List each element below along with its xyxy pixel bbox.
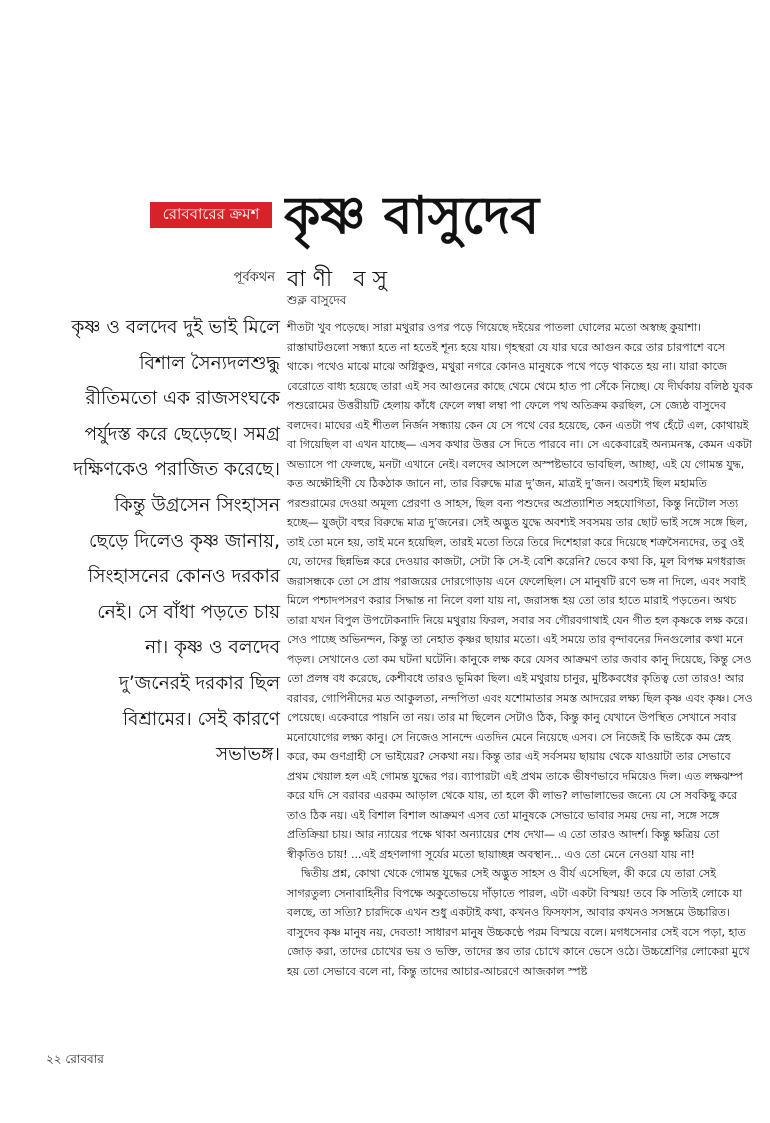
part-title: শুক্ল বাসুদেব bbox=[287, 293, 347, 307]
section-tag: রোববারের ক্রমশ bbox=[150, 202, 272, 228]
article-paragraph-2: দ্বিতীয় প্রশ্ন, কোথা থেকে গোমন্ত যুদ্ধের সেই অদ্ভুত সাহস ও বীর্য এসেছিল, কী করে যে তারা সেই সাগরতুল্য সেনাবাহিনীর বিপক্ষে অকুতোভয়ে দাঁড়াতে পারল, এটা একটা বিস্ময়! তবে কি সত্যিই লোকে যা বলছে, তা সত্যি? চারদিকে এখন শুধু একটাই কথা, কখনও ফিসফাস, আবার কখনও সসম্ভ্রমে উচ্চারিত। বাসুদেব কৃষ্ণ মানুষ নয়, দেবতা! সাধারণ মানুষ উচ্চকণ্ঠে পরম বিস্ময়ে বলে। মগধসেনার সেই বসে পড়া, হাত জোড় করা, তাদের চোখের ভয় ও ভক্তি, তাদের স্তব তার চোখে কানে ভেসে ওঠে। উচ্চশ্রেণির লোকেরা মুখে হয় তো সেভাবে বলে না, কিন্তু তাদের আচার-আচরণে আজকাল স্পষ্ট bbox=[287, 867, 750, 978]
article-paragraph-1: শীতটা খুব পড়েছে। সারা মথুরার ওপর পড়ে গিয়েছে দইয়ের পাতলা ঘোলের মতো অস্বচ্ছ কুয়াশা। রাস্তাঘাটগুলো সন্ধ্যা হতে না হতেই শূন্য হয়ে যায়। গৃহস্থরা যে যার ঘরে আগুন করে তার চারপাশে বসে থাকে। পথেও মাঝে মাঝে অগ্নিকুণ্ড, মথুরা নগরে কোনও মানুষকে পথে পড়ে থাকতে হয় না। যারা কাজে বেরোতে বাধ্য হয়েছে তারা এই সব আগুনের কাছে থেমে থেমে হাত পা সেঁকে নিচ্ছে। যে দীর্ঘকায় বলিষ্ঠ যুবক পশুরোমের উত্তরীয়টি হেলায় কাঁধে ফেলে লম্বা লম্বা পা ফেলে পথ অতিক্রম করছিল, সে জ্যেষ্ঠ বাসুদেব বলদেব। মাঘের এই শীতল নির্জন সন্ধ্যায় কেন যে সে পথে বের হয়েছে, কেন এতটা পথ হেঁটে এল, কোথায়ই বা গিয়েছিল বা এখন যাচ্ছে— এসব কথার উত্তর সে দিতে পারবে না। সে একেবারেই অন্যমনস্ক, কেমন একটা অভ্যাসে পা ফেলছে, মনটা এখানে নেই। বলদেব আসলে অস্পষ্টভাবে ভাবছিল, আচ্ছা, এই যে গোমন্ত যুদ্ধ, কত অক্ষৌহিণী যে ঠিকঠাক জানে না, তার বিরুদ্ধে মাত্র দু’জন, মাত্রই দু’জন। অবশ্যই ছিল মহামতি পরশুরামের দেওয়া অমূল্য প্রেরণা ও সাহস, ছিল বন্য পশুদের অপ্রত্যাশিত সহযোগিতা, কিন্তু নিটোল সত্য হচ্ছে— যুজ্‌টা বহুর বিরুদ্ধে মাত্র দু’জনের। সেই অদ্ভুত যুদ্ধে অবশ্যই সবসময় তার ছোট ভাই সঙ্গে সঙ্গে ছিল, তাই তো মনে হয়, তাই মনে হয়েছিল, তারই মতো তিরে তিরে দিশেহারা করে দিয়েছে শত্রুসৈন্যদের, তবু ওই যে, তাদের ছিন্নভিন্ন করে দেওয়ার কাজটা, সেটা কি সে-ই বেশি করেনি? ভেবে কথা কি, মূল বিপক্ষ মগধরাজ জরাসন্ধকে তো সে প্রায় পরাজয়ের দোরগোড়ায় এনে ফেলেছিল। সে মানুষটি রণে ভঙ্গ না দিলে, এবং সবাই মিলে পশ্চাদপসরণ করার সিদ্ধান্ত না নিলে বলা যায় না, জরাসন্ধ হয় তো তার হাতে মারাই পড়তেন। অথচ তারা যখন বিপুল উপঢৌকনাদি নিয়ে মথুরায় ফিরল, সবার সব গৌরবগাথাই যেন গীত হল কৃষ্ণকে লক্ষ করে। সেও পাচ্ছে অভিনন্দন, কিন্তু তা নেহাত কৃষ্ণর ছায়ার মতো। এই সময়ে তার বৃন্দাবনের দিনগুলোর কথা মনে পড়ল। সেখানেও তো কম ঘটনা ঘটেনি। কানুকে লক্ষ করে যেসব আক্রমণ তার জবাব কানু দিয়েছে, কিন্তু সেও তো প্রলম্ব বধ করেছে, কেশীবধে তারও ভূমিকা ছিল। এই মথুরায় চানুর, মুষ্টিকবধের কৃতিত্ব তো তারও! আর বরাবর, গোপিনীদের মত আকুলতা, নন্দপিতা এবং যশোমাতার সমস্ত আদরের লক্ষ্য ছিল কৃষ্ণ এবং কৃষ্ণ। সেও পেয়েছে। একেবারে পায়নি তা নয়। তার মা ছিলেন সেটাও ঠিক, কিন্তু কানু যেখানে উপস্থিত সেখানে সবার মনোযোগের লক্ষ্য কানু। সে নিজেও সানন্দে এতদিন মেনে নিয়েছে এসব। সে নিজেই কি ভাইকে কম স্নেহ করে, কম গুণগ্রাহী সে ভাইয়ের? সেকথা নয়। কিন্তু তার এই সর্বসময় ছায়ায় থেকে যাওয়াটা তার সেভাবে প্রথম খেয়াল হল এই গোমন্ত যুদ্ধের পর। ব্যাপারটা এই প্রথম তাকে ভীষণভাবে দমিয়েও দিল। এত লক্ষঝম্প করে যদি সে বরাবর এরকম আড়াল থেকে যায়, তা হলে কী লাভ? লাভালাভের জন্যে যে সে সবকিছু করে তাও ঠিক নয়। এই বিশাল বিশাল আক্রমণ এসব তো মানুষকে সেভাবে ভাবার সময় দেয় না, সঙ্গে সঙ্গে প্রতিক্রিয়া চায়। আর ন্যায়ের পক্ষে থাকা অন্যায়ের শেষ দেখা— এ তো তারও আদর্শ। কিন্তু ক্ষত্রিয় তো স্বীকৃতিও চায়! ...এই গ্রহণলাগা সূর্যের মতো ছায়াচ্ছন্ন অবস্থান... এও তো মেনে নেওয়া যায় না! bbox=[287, 321, 753, 861]
author-byline: বাণী বসু bbox=[287, 267, 394, 292]
previous-summary-label: পূর্বকথন bbox=[233, 270, 275, 285]
article-title: কৃষ্ণ বাসুদেব bbox=[284, 186, 540, 246]
previous-summary-text: কৃষ্ণ ও বলদেব দুই ভাই মিলে বিশাল সৈন্যদলশুদ্ধু রীতিমতো এক রাজসংঘকে পর্যুদস্ত করে ছেড়েছে। সমগ্র দক্ষিণকেও পরাজিত করেছে। কিন্তু উগ্রসেন সিংহাসন ছেড়ে দিলেও কৃষ্ণ জানায়, সিংহাসনের কোনও দরকার নেই। সে বাঁধা পড়তে চায় না। কৃষ্ণ ও বলদেব দু’জনেরই দরকার ছিল বিশ্রামের। সেই কারণে সভাভঙ্গ। bbox=[71, 317, 280, 766]
page-folio: ২২ রোববার bbox=[46, 1052, 104, 1066]
article-body bbox=[287, 318, 753, 981]
